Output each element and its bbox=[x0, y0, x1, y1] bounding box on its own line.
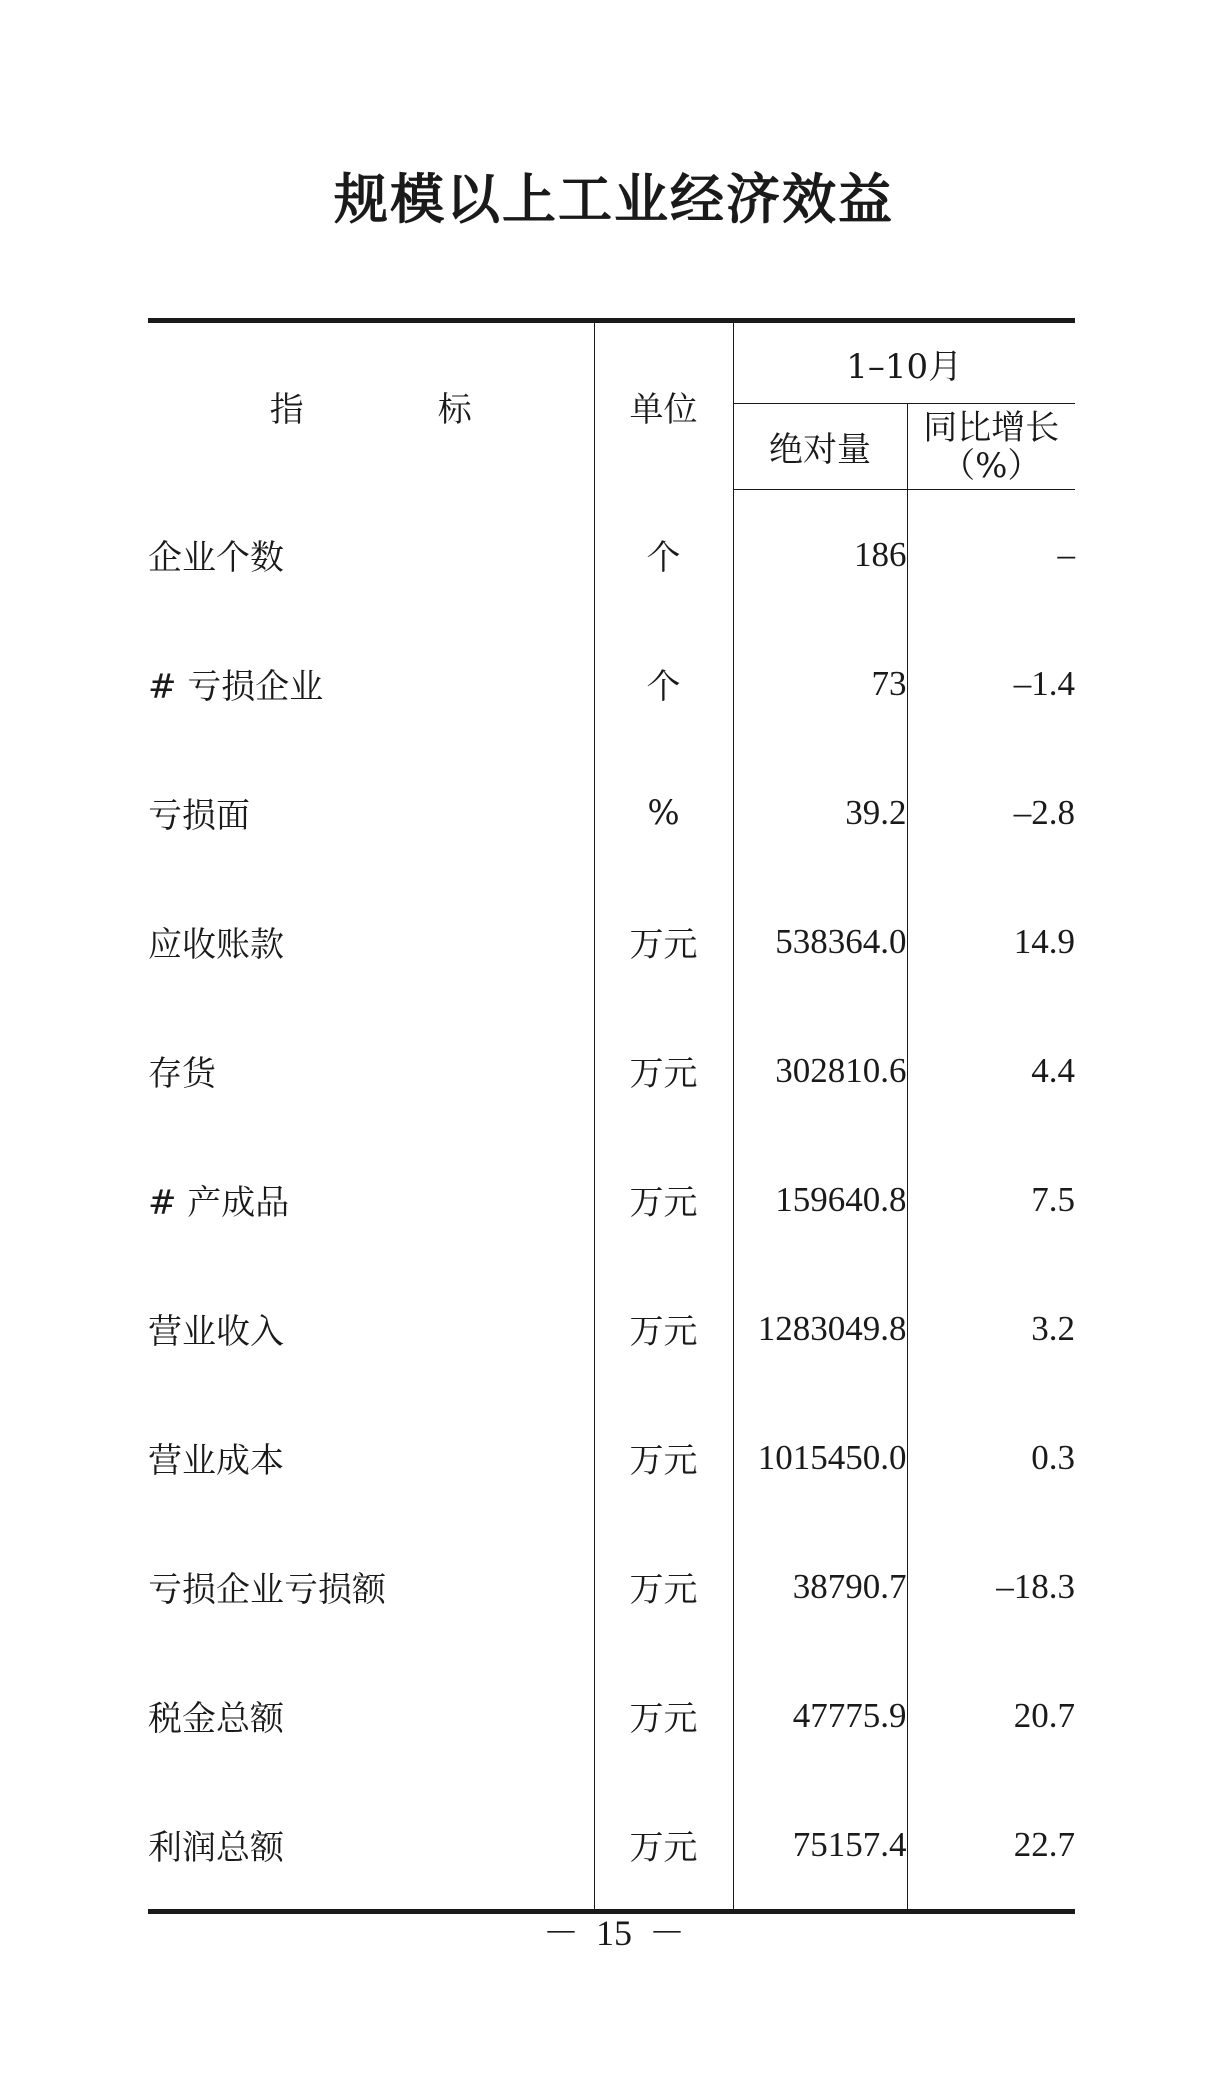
row-yoy-change: –18.3 bbox=[996, 1566, 1075, 1606]
row-absolute-value: 1015450.0 bbox=[733, 1393, 907, 1522]
table-row bbox=[148, 1780, 1075, 1912]
row-unit: 万元 bbox=[594, 1651, 733, 1780]
row-absolute-value: 38790.7 bbox=[733, 1522, 907, 1651]
row-unit: 万元 bbox=[594, 1780, 733, 1912]
table-row bbox=[148, 1006, 1075, 1135]
header-indicator: 指 标 bbox=[148, 321, 594, 490]
table-row bbox=[148, 1264, 1075, 1393]
row-yoy-change: 20.7 bbox=[1013, 1695, 1075, 1735]
row-unit: 万元 bbox=[594, 1393, 733, 1522]
table-row bbox=[148, 1393, 1075, 1522]
row-indicator-name: 营业收入 bbox=[148, 1264, 594, 1393]
table-row bbox=[148, 1651, 1075, 1780]
table-row bbox=[148, 1135, 1075, 1264]
row-yoy-change: 4.4 bbox=[1031, 1050, 1075, 1090]
header-yoy bbox=[907, 404, 1075, 490]
row-absolute-value: 75157.4 bbox=[733, 1780, 907, 1912]
row-yoy-change: 3.2 bbox=[1031, 1308, 1075, 1348]
header-absolute: 绝对量 bbox=[733, 404, 907, 490]
table-row bbox=[148, 877, 1075, 1006]
row-indicator-name: 利润总额 bbox=[148, 1780, 594, 1912]
row-absolute-value: 186 bbox=[733, 490, 907, 620]
row-absolute-value: 47775.9 bbox=[733, 1651, 907, 1780]
economic-benefits-table bbox=[148, 318, 1075, 1914]
row-unit: 个 bbox=[594, 490, 733, 620]
page-title: 规模以上工业经济效益 bbox=[334, 168, 894, 231]
header-yoy-unit: （%） bbox=[941, 445, 1042, 486]
row-indicator-name: # 亏损企业 bbox=[148, 619, 594, 748]
row-yoy-change: 22.7 bbox=[1013, 1824, 1075, 1864]
row-indicator-name: 亏损企业亏损额 bbox=[148, 1522, 594, 1651]
row-yoy-change: –2.8 bbox=[1013, 792, 1075, 832]
row-absolute-value: 73 bbox=[733, 619, 907, 748]
row-absolute-value: 302810.6 bbox=[733, 1006, 907, 1135]
row-absolute-value: 538364.0 bbox=[733, 877, 907, 1006]
row-yoy-change: 14.9 bbox=[1013, 921, 1075, 961]
row-yoy-change: – bbox=[1057, 534, 1075, 574]
row-unit: 万元 bbox=[594, 1264, 733, 1393]
table-row bbox=[148, 1522, 1075, 1651]
table-row bbox=[148, 490, 1075, 620]
page-number: － 15 － bbox=[542, 1913, 685, 1953]
row-unit: 万元 bbox=[594, 1522, 733, 1651]
row-unit: 万元 bbox=[594, 1006, 733, 1135]
row-yoy-change: 7.5 bbox=[1031, 1179, 1075, 1219]
table-row bbox=[148, 619, 1075, 748]
row-unit: 万元 bbox=[594, 1135, 733, 1264]
row-unit: % bbox=[594, 748, 733, 877]
row-absolute-value: 1283049.8 bbox=[733, 1264, 907, 1393]
row-indicator-name: 企业个数 bbox=[148, 490, 594, 620]
table-body bbox=[148, 490, 1075, 1912]
row-indicator-name: 存货 bbox=[148, 1006, 594, 1135]
row-indicator-name: 营业成本 bbox=[148, 1393, 594, 1522]
table-header bbox=[148, 321, 1075, 490]
header-period: 1–10月 bbox=[733, 321, 1075, 404]
table-container bbox=[148, 318, 1075, 1914]
table-row bbox=[148, 748, 1075, 877]
row-indicator-name: 税金总额 bbox=[148, 1651, 594, 1780]
row-indicator-name: 应收账款 bbox=[148, 877, 594, 1006]
row-absolute-value: 159640.8 bbox=[733, 1135, 907, 1264]
header-unit: 单位 bbox=[594, 321, 733, 490]
row-indicator-name: # 产成品 bbox=[148, 1135, 594, 1264]
row-yoy-change: –1.4 bbox=[1013, 663, 1075, 703]
row-unit: 个 bbox=[594, 619, 733, 748]
row-unit: 万元 bbox=[594, 877, 733, 1006]
row-yoy-change: 0.3 bbox=[1031, 1437, 1075, 1477]
row-absolute-value: 39.2 bbox=[733, 748, 907, 877]
header-yoy-label: 同比增长 bbox=[923, 407, 1060, 448]
row-indicator-name: 亏损面 bbox=[148, 748, 594, 877]
